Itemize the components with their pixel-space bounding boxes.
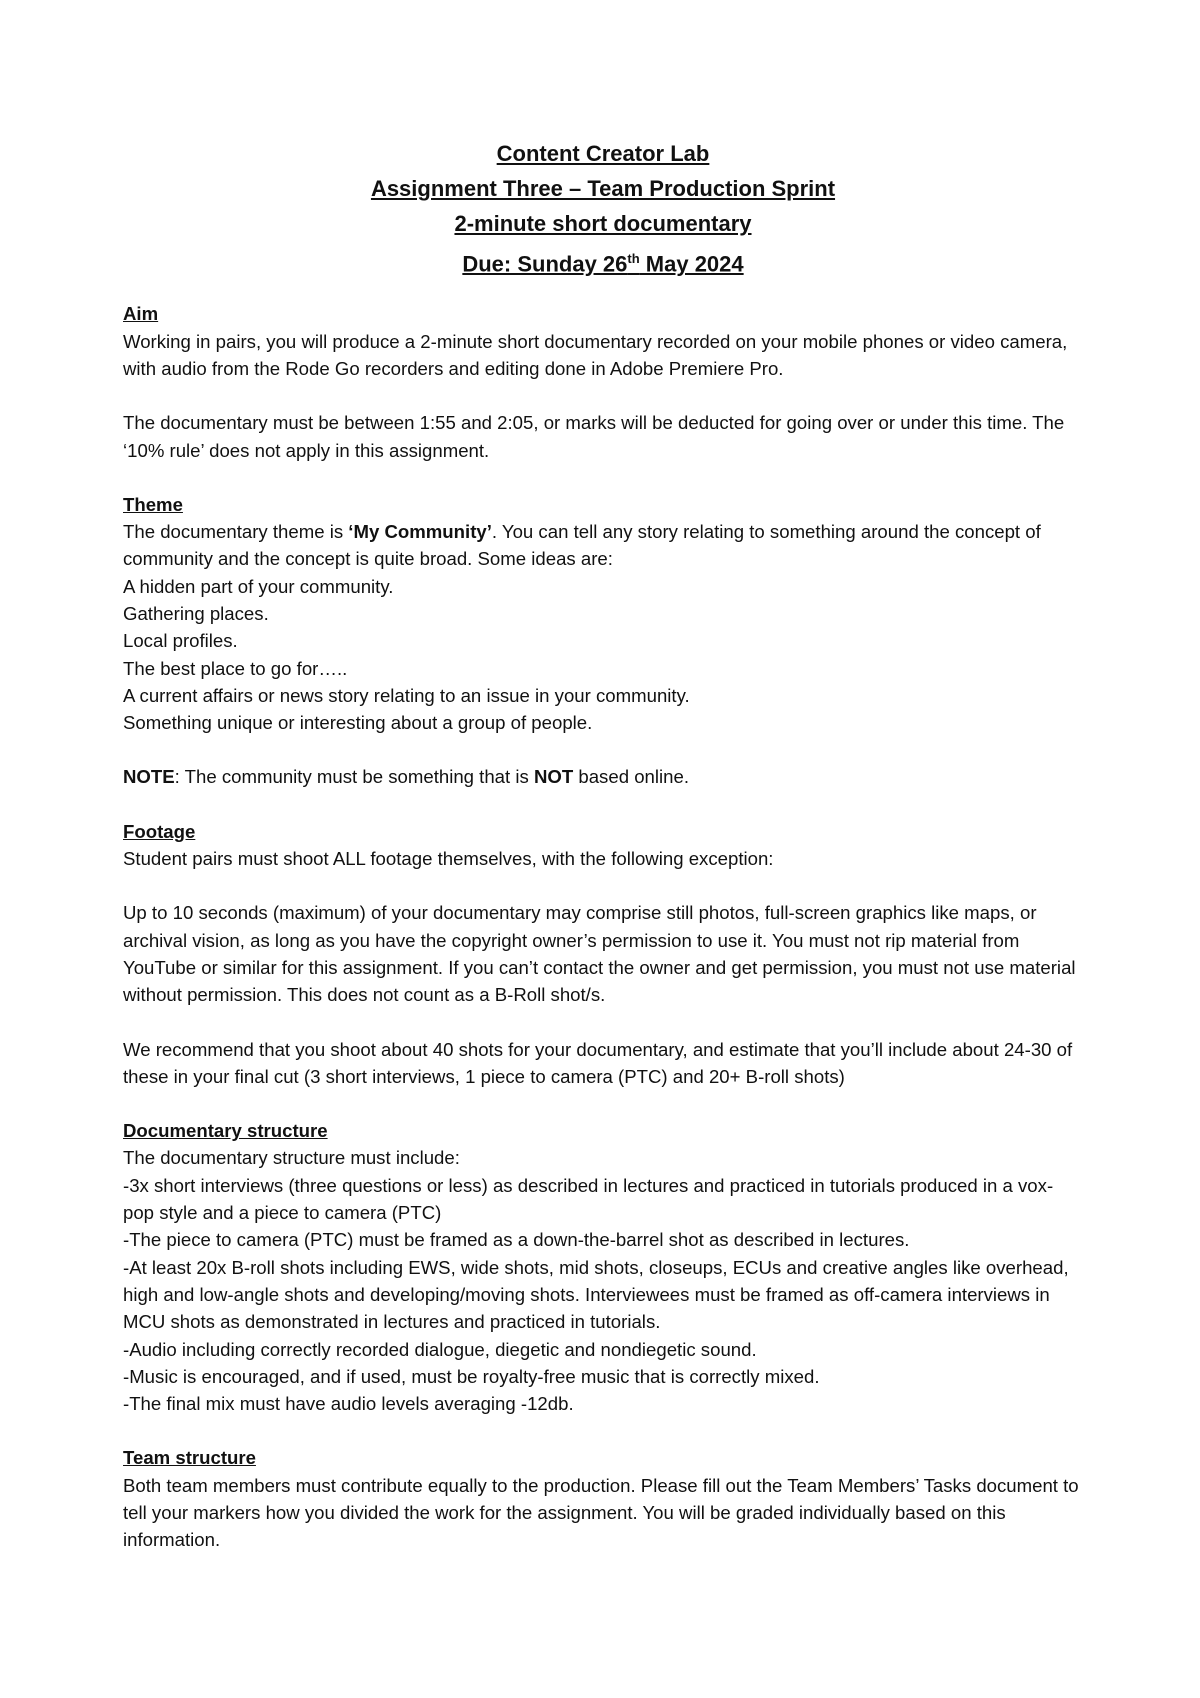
aim-section bbox=[123, 300, 1083, 463]
theme-section bbox=[123, 491, 1083, 791]
structure-item: -The piece to camera (PTC) must be framed as a down-the-barrel shot as described in lectures. bbox=[123, 1229, 910, 1251]
team-paragraph: Both team members must contribute equally to the production. Please fill out the Team Members’ Tasks document to tell your markers how you divided the work for the assignment. You will be graded individually based on this information. bbox=[123, 1474, 1079, 1551]
due-date: Due: Sunday 26th May 2024 bbox=[462, 251, 744, 277]
theme-intro: The documentary theme is ‘My Community’. You can tell any story relating to something around the concept of community and the concept is quite broad. Some ideas are: bbox=[123, 521, 1041, 570]
document-page bbox=[123, 136, 1083, 1581]
footage-paragraph-3: We recommend that you shoot about 40 shots for your documentary, and estimate that you’ll include about 24-30 of these in your final cut (3 short interviews, 1 piece to camera (PTC) and 20+ B-roll shots) bbox=[123, 1038, 1073, 1087]
assignment-subtitle: 2-minute short documentary bbox=[454, 211, 752, 236]
structure-item: -Music is encouraged, and if used, must be royalty-free music that is correctly mixed. bbox=[123, 1365, 820, 1387]
theme-idea: The best place to go for….. bbox=[123, 657, 348, 679]
theme-idea: Local profiles. bbox=[123, 630, 238, 652]
theme-heading: Theme bbox=[123, 493, 183, 515]
aim-paragraph-2: The documentary must be between 1:55 and 2:05, or marks will be deducted for going over or under this time. The ‘10% rule’ does not apply in this assignment. bbox=[123, 412, 1065, 461]
team-heading: Team structure bbox=[123, 1447, 256, 1469]
structure-section bbox=[123, 1117, 1083, 1417]
theme-idea: Gathering places. bbox=[123, 603, 269, 624]
footage-paragraph-2: Up to 10 seconds (maximum) of your documentary may comprise still photos, full-screen graphics like maps, or archival vision, as long as you have the copyright owner’s permission to use it. You must not rip material from YouTube or similar for this assignment. If you can’t contact the owner and get permission, you must not use material without permission. This does not count as a B-Roll shot/s. bbox=[123, 902, 1076, 1006]
title-block bbox=[123, 136, 1083, 281]
footage-heading: Footage bbox=[123, 820, 196, 842]
structure-item: -At least 20x B-roll shots including EWS, wide shots, mid shots, closeups, ECUs and creative angles like overhead, high and low-angle shots and developing/moving shots. Interviewees must be framed as off-camera interviews in MCU shots as demonstrated in lectures and practiced in tutorials. bbox=[123, 1256, 1069, 1333]
structure-item: -The final mix must have audio levels averaging -12db. bbox=[123, 1393, 574, 1415]
structure-item: -Audio including correctly recorded dialogue, diegetic and nondiegetic sound. bbox=[123, 1338, 757, 1360]
aim-heading: Aim bbox=[123, 303, 159, 325]
structure-item: -3x short interviews (three questions or less) as described in lectures and practiced in tutorials produced in a vox-pop style and a piece to camera (PTC) bbox=[123, 1174, 1054, 1224]
theme-idea: A hidden part of your community. bbox=[123, 575, 394, 597]
structure-intro: The documentary structure must include: bbox=[123, 1147, 460, 1169]
structure-heading: Documentary structure bbox=[123, 1120, 328, 1142]
theme-note: NOTE: The community must be something that is NOT based online. bbox=[123, 766, 689, 788]
aim-paragraph-1: Working in pairs, you will produce a 2-minute short documentary recorded on your mobile phones or video camera, with audio from the Rode Go recorders and editing done in Adobe Premiere Pro. bbox=[123, 330, 1068, 379]
team-section bbox=[123, 1444, 1083, 1553]
assignment-title: Assignment Three – Team Production Sprint bbox=[370, 176, 836, 201]
footage-paragraph-1: Student pairs must shoot ALL footage themselves, with the following exception: bbox=[123, 848, 774, 870]
footage-section bbox=[123, 818, 1083, 1090]
theme-idea: Something unique or interesting about a group of people. bbox=[123, 712, 593, 734]
theme-idea: A current affairs or news story relating to an issue in your community. bbox=[123, 684, 690, 706]
course-title: Content Creator Lab bbox=[496, 141, 710, 166]
